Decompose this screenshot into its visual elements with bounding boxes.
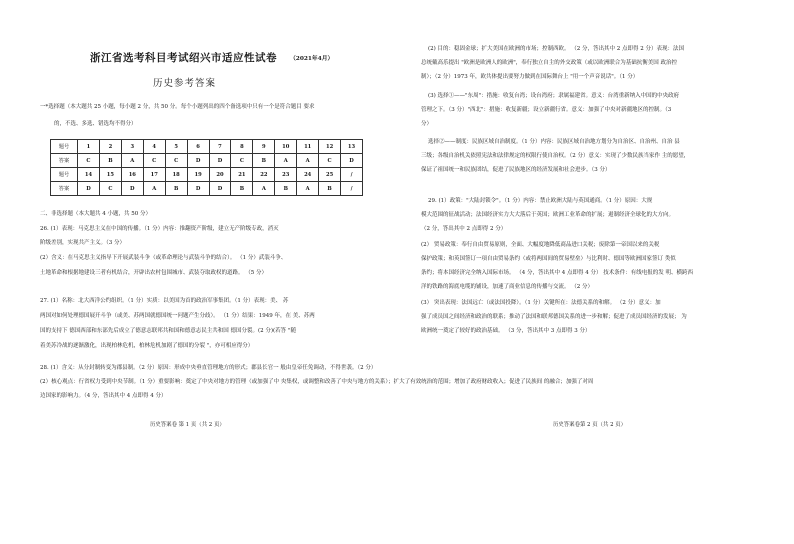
document-subtitle: 历史参考答案 — [153, 78, 217, 89]
answer-table-cell: A — [275, 154, 297, 168]
answer-table-cell: D — [209, 182, 231, 196]
answer-table-cell: B — [319, 182, 341, 196]
document-date: （2021年4月） — [290, 56, 334, 62]
answer-table-row-label: 题号 — [51, 168, 78, 182]
answer-table-cell: 1 — [78, 140, 100, 154]
answer-table-cell: A — [143, 182, 165, 196]
q28-line2: (2）核心观点：行省权力受到中央节制。（1 分）重要影响：奠定了中央对地方的管理（或加强了中 央集权，或调整和改善了中央与地方的关系）；扩大了有效统治的范围；增加了政府财政收入；促进了民族间 的融合；加强了对周 — [40, 379, 594, 385]
answer-table-row-label: 答案 — [51, 154, 78, 168]
answer-table-cell: 25 — [319, 168, 341, 182]
answer-table-cell: D — [187, 182, 209, 196]
section1-instruction-line1: 一*选择题（本大题共 25 小题，每小题 2 分，共 50 分。每个小题列出的四个备选项中只有一个是符合题目 要求 — [40, 104, 315, 110]
q-cont3-line3: 保证了祖国统一和民族团结，促进了民族地区的经济发展和社会进步。（3 分） — [421, 167, 611, 173]
q26-line2: 阶级差别，实现共产主义。（3 分） — [40, 240, 125, 246]
answer-table-cell: 18 — [165, 168, 187, 182]
q27-line3: 国的支持下 德国西部和东部先后成立了德意志联邦共和国和德意志民主共和国 德国分裂。(2 分)(若答 "随 — [40, 328, 296, 334]
answer-table-cell: B — [165, 182, 187, 196]
answer-table-cell: 21 — [231, 168, 253, 182]
q-cont2-line3: 分） — [421, 121, 433, 127]
answer-table-cell: C — [99, 182, 121, 196]
answer-table-cell: 10 — [275, 140, 297, 154]
answer-table-cell: 4 — [143, 140, 165, 154]
answer-table-row-label: 题号 — [51, 140, 78, 154]
answer-table-cell: / — [341, 182, 363, 196]
answer-table-cell: D — [209, 154, 231, 168]
answer-table-cell: 7 — [209, 140, 231, 154]
answer-table-cell: A — [121, 154, 143, 168]
answer-table-cell: 14 — [78, 168, 100, 182]
answer-table-cell: B — [253, 154, 275, 168]
answer-table-row — [51, 168, 363, 182]
q-cont3-line2: 三级；各级自治机关依照宪法和法律规定的权限行使自治权。（2 分）意义：实现了少数民族当家作 主的愿望， — [421, 153, 690, 159]
q26-line1: 26. (1）表现：马克思主义在中国的传播。（1 分）内容：推翻资产阶级，建立无产阶级专政，消灭 — [40, 226, 279, 232]
q-cont1-line1: (2) 目的：稳固金球；扩大美国在欧洲的市场；控制西欧。 （2 分，答出其中 2 点即得 2 分）表现：法国 — [428, 46, 685, 52]
answer-table-cell: 19 — [187, 168, 209, 182]
q28-line1: 28. (1）含义：从分封制转变为郡县制。（2 分）原因：形成中央垂直管理地方的形式；郡县长官一 般由皇帝任免调动，不得世袭。（2 分） — [40, 365, 377, 371]
q29-line8: (3） 突出表现：法国远亡（或法国投降）。（1 分）关键所在：法德关系的和解。 （2 分）意义：加 — [421, 300, 661, 306]
q-cont2-line1: (3) 选择①——"东周"：措施：收复台湾；设台湾府；隶属福建省。意义：台湾重新纳入中国的中央政府 — [428, 93, 680, 99]
answer-table-cell: 16 — [121, 168, 143, 182]
answer-table-cell: 9 — [253, 140, 275, 154]
answer-table-cell: / — [341, 168, 363, 182]
answer-table-cell: B — [275, 182, 297, 196]
answer-table-cell: 20 — [209, 168, 231, 182]
answer-table-cell: 11 — [297, 140, 319, 154]
answer-table-cell: 24 — [297, 168, 319, 182]
answer-key-table — [50, 139, 363, 196]
q26-line4: 土地革命和根据地建设三者有机结合，开辟出农村包围城市、武装夺取政权的道路。 （5 分） — [40, 270, 267, 276]
q27-line4: 着美苏冷战的逐渐激化，出现柏林危机，柏林危机加剧了德国的分裂 "，亦可相应得分） — [40, 343, 254, 349]
answer-table-row — [51, 154, 363, 168]
q29-line10: 欧洲统一奠定了较好的政治基础。 （3 分，答出其中 3 点即得 3 分） — [421, 328, 591, 334]
footer-page2: 历史答案卷第 2 页（共 2 页） — [553, 422, 627, 428]
answer-table-cell: D — [187, 154, 209, 168]
answer-table-cell: B — [99, 154, 121, 168]
answer-table-cell: 2 — [99, 140, 121, 154]
footer-page1: 历史答案卷 第 1 页（共 2 页） — [150, 422, 225, 428]
q29-line4: (2） 贸易政策：奉行自由贸易原则，全面、大幅度地降低商品进口关税；废除第一帝国以来的关税 — [421, 242, 660, 248]
answer-table-cell: C — [143, 154, 165, 168]
answer-table-cell: C — [319, 154, 341, 168]
answer-table-cell: D — [78, 182, 100, 196]
q28-line3: 边国家的影响力。（4 分，答出其中 4 点即得 4 分） — [40, 393, 167, 399]
answer-table-cell: 23 — [275, 168, 297, 182]
answer-table-cell: D — [121, 182, 143, 196]
answer-table-cell: C — [78, 154, 100, 168]
answer-table-cell: B — [231, 182, 253, 196]
answer-table-cell: A — [297, 182, 319, 196]
answer-table-cell: 3 — [121, 140, 143, 154]
answer-table-cell: 6 — [187, 140, 209, 154]
section1-instruction-line2: 的，不选、多选、错选均不得分） — [54, 121, 137, 127]
answer-table-cell: 5 — [165, 140, 187, 154]
answer-table-cell: D — [341, 154, 363, 168]
answer-table-row-label: 答案 — [51, 182, 78, 196]
answer-table-cell: A — [297, 154, 319, 168]
answer-table-cell: C — [165, 154, 187, 168]
document-title: 浙江省选考科目考试绍兴市适应性试卷 — [90, 52, 277, 64]
q-cont1-line3: 制）；（2 分）1973 年，欧共体提出要努力做到在国际舞台上 "用一个声音说话"。（1 分） — [421, 74, 639, 80]
q27-line2: 两国对如何处理德国展开斗争（或美、苏两国就德国统一问题产生分歧）。 （1 分）结果：1949 年，在 美、苏两 — [40, 313, 315, 319]
q-cont2-line2: 管理之下。（3 分）"西北"：措施：收复新疆；设立新疆行省。意义：加强了中央对新疆地区的控制。（3 — [421, 107, 672, 113]
answer-table-cell: A — [253, 182, 275, 196]
q29-line1: 29. (1）政策："大陆封锁令"。（1 分）内容：禁止欧洲大陆与英国通商。（1 分）原因：大规 — [428, 198, 653, 204]
q26-line3: (2）含义：在马克思主义指导下开展武装斗争（或革命理论与武装斗争的结合）。 （1 分）武装斗争、 — [40, 255, 287, 261]
q-cont3-line1: 选择②——制度：民族区域自治制度。（1 分）内容：民族区域自治地方划分为自治区、自治州、自治 县 — [428, 139, 680, 145]
q-cont1-line2: 总统戴高乐提出 "欧洲是欧洲人的欧洲"，奉行独立自主的外交政策（或以欧洲联合为基础抗衡美国 政治控 — [421, 60, 678, 66]
q27-line1: 27. (1）名称：北大西洋公约组织。（1 分）实质：以美国为首的政治军事集团。（1 分）表现：美、 苏 — [40, 298, 289, 304]
answer-table-cell: C — [231, 154, 253, 168]
section2-heading: 二、非选择题（本大题共 4 小题，共 50 分） — [40, 211, 151, 217]
q29-line7: 洋的铁路的海底电缆的铺设，加速了商业信息的传播与交流。 （2 分） — [421, 284, 593, 290]
answer-table-cell: 17 — [143, 168, 165, 182]
q29-line9: 强了成员国之间经济和政治的联系；推动了法国和联邦德国关系的进一步和解；促进了成员国经济的发展； 为 — [421, 314, 687, 320]
answer-table-row — [51, 140, 363, 154]
answer-table-cell: 12 — [319, 140, 341, 154]
answer-table-cell: 15 — [99, 168, 121, 182]
answer-table-cell: 13 — [341, 140, 363, 154]
q29-line6: 条约；将本国经济完全纳入国际市场。 （4 分，答出其中 4 点即得 4 分） 技术条件：有线电报的发 明、横跨西 — [421, 270, 693, 276]
answer-table-cell: 22 — [253, 168, 275, 182]
q29-line3: （2 分，答出其中 2 点即得 2 分） — [421, 226, 507, 232]
q29-line5: 保护政策；和英国签订一项自由贸易条约（或将两国间的贸易壁垒）与比利时、德国等欧洲国家签订 类似 — [421, 256, 676, 262]
answer-table-row — [51, 182, 363, 196]
answer-table-cell: 8 — [231, 140, 253, 154]
q29-line2: 模大范围的征战活动；法国经济实力大大落后于英国；欧洲工业革命的扩展；遏制经济全球化的大方向。 — [421, 212, 675, 218]
